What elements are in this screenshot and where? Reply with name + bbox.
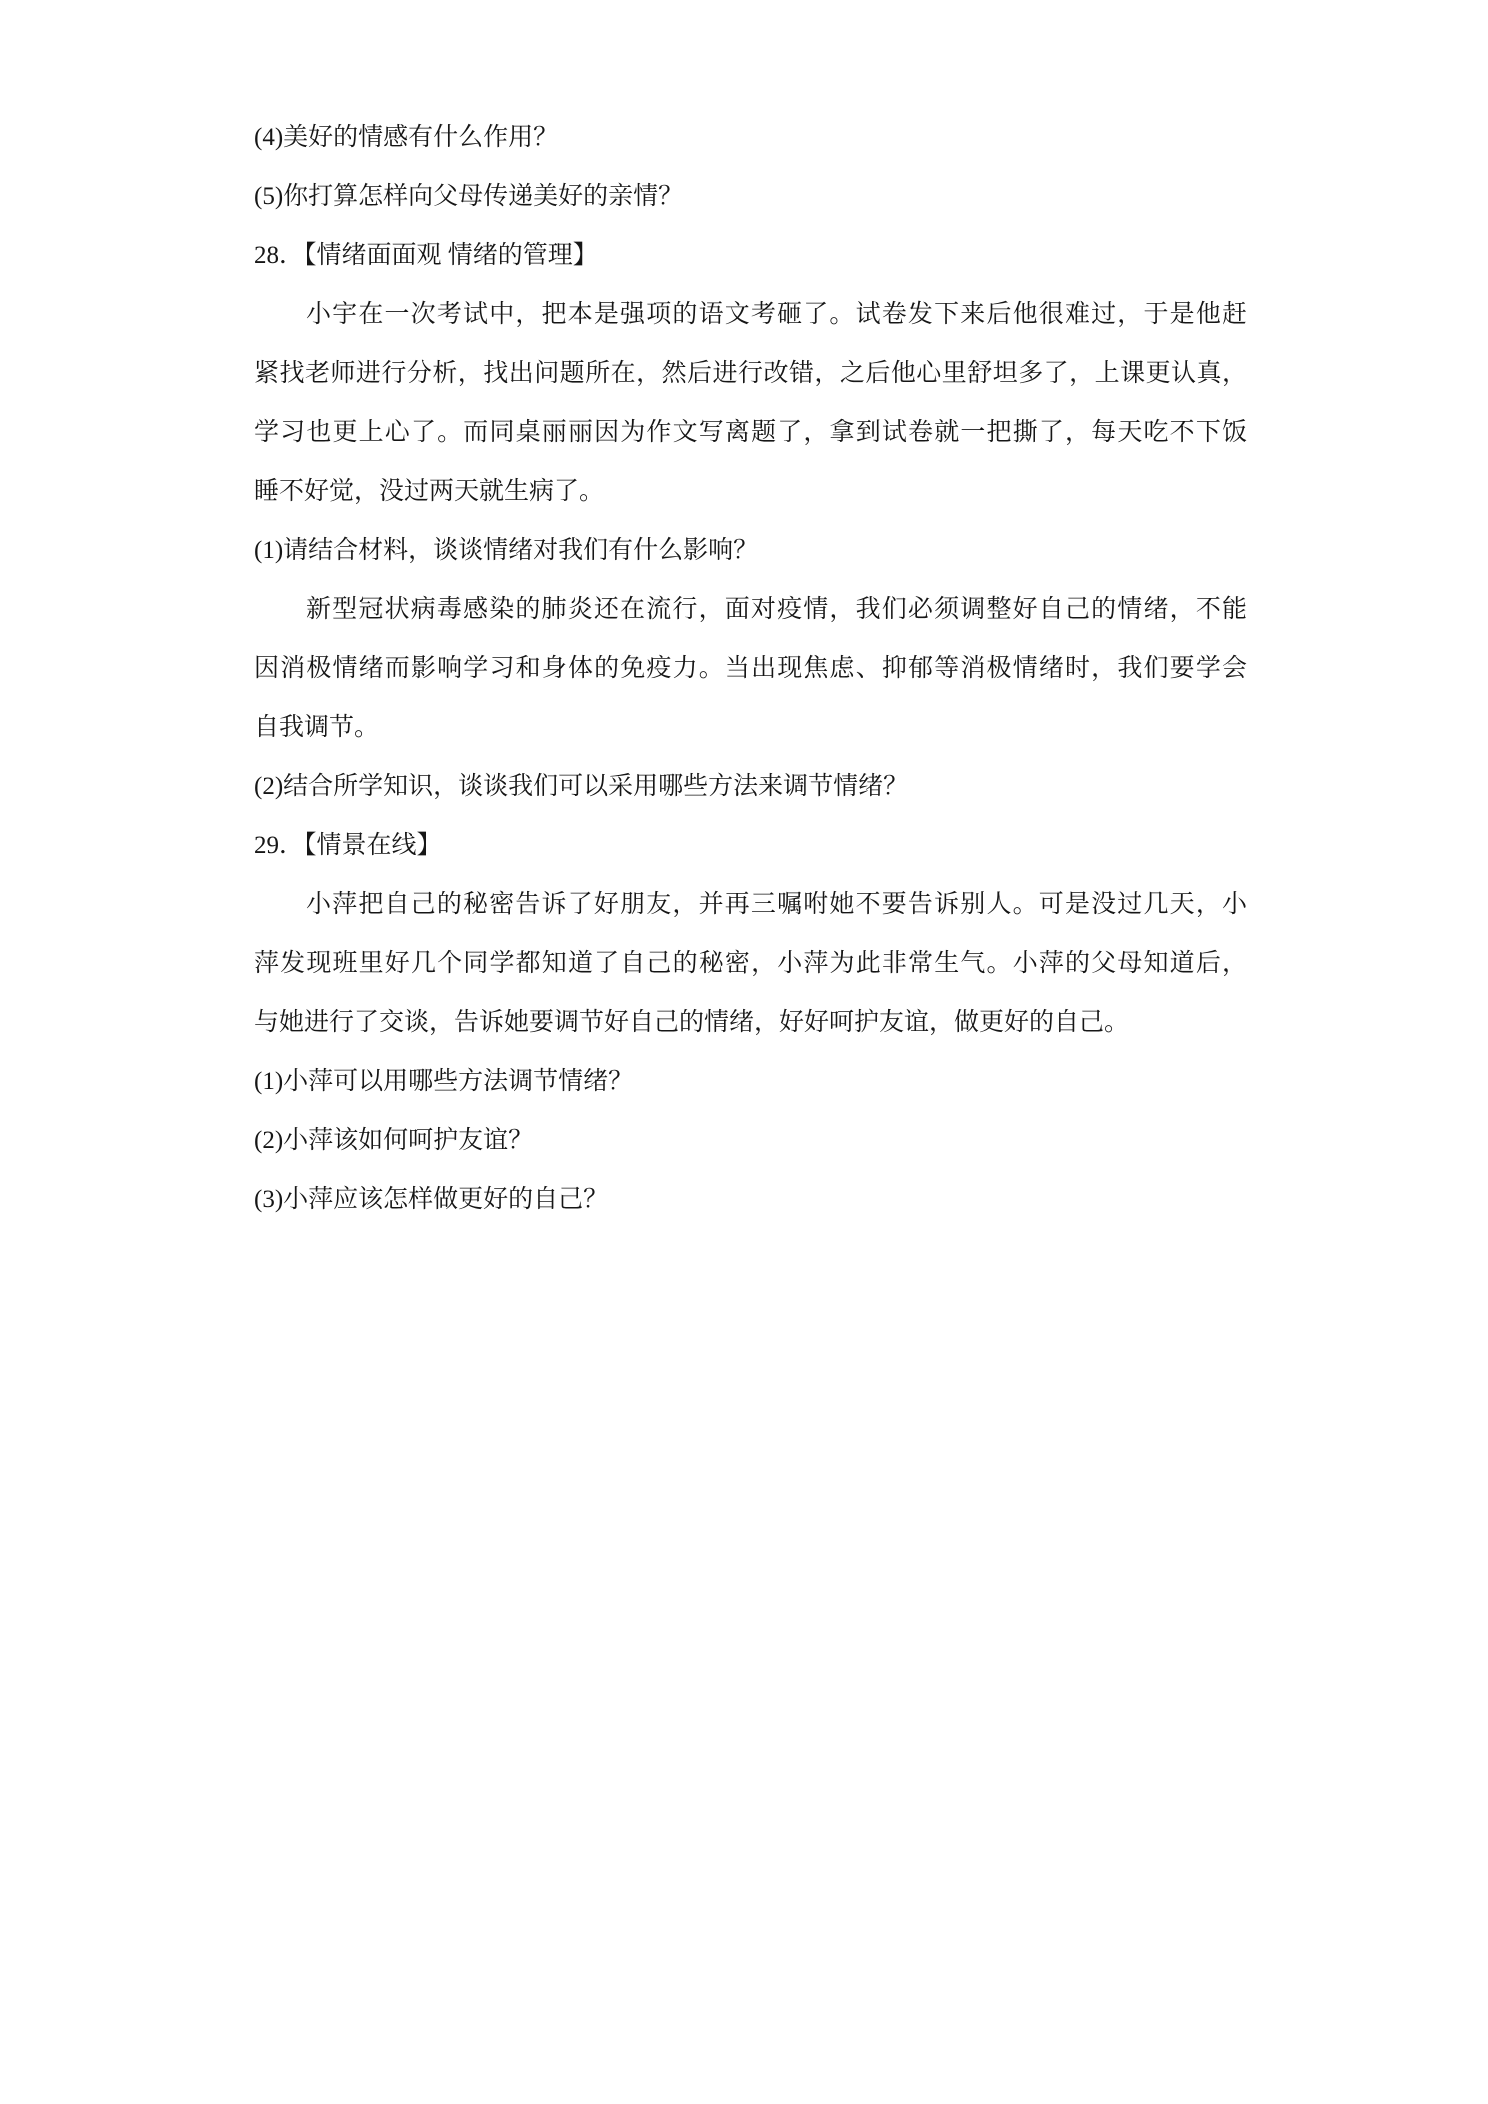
sub-question: (3)小萍应该怎样做更好的自己？: [254, 1186, 609, 1213]
material-line: 新型冠状病毒感染的肺炎还在流行，面对疫情，我们必须调整好自己的情绪，不能: [306, 596, 1247, 623]
material-line: 与她进行了交谈，告诉她要调节好自己的情绪，好好呵护友谊，做更好的自己。: [254, 1009, 1130, 1036]
material-line: 因消极情绪而影响学习和身体的免疫力。当出现焦虑、抑郁等消极情绪时，我们要学会: [254, 655, 1247, 682]
page-content: [254, 108, 1247, 1229]
question-heading: 28．【情绪面面观 情绪的管理】: [254, 242, 598, 269]
material-paragraph: [254, 580, 1247, 757]
material-line: 紧找老师进行分析，找出问题所在，然后进行改错，之后他心里舒坦多了，上课更认真，: [254, 360, 1247, 387]
material-line: 自我调节。: [254, 714, 380, 741]
material-line: 小萍把自己的秘密告诉了好朋友，并再三嘱咐她不要告诉别人。可是没过几天，小: [306, 891, 1247, 918]
material-paragraph: [254, 875, 1247, 1052]
sub-question: (4)美好的情感有什么作用？: [254, 124, 559, 151]
sub-question: (1)小萍可以用哪些方法调节情绪？: [254, 1068, 634, 1095]
material-paragraph: [254, 285, 1247, 521]
material-line: 学习也更上心了。而同桌丽丽因为作文写离题了，拿到试卷就一把撕了，每天吃不下饭: [254, 419, 1247, 446]
material-line: 小宇在一次考试中，把本是强项的语文考砸了。试卷发下来后他很难过，于是他赶: [306, 301, 1247, 328]
material-line: 睡不好觉，没过两天就生病了。: [254, 478, 605, 505]
question-heading: 29．【情景在线】: [254, 832, 442, 859]
sub-question: (1)请结合材料，谈谈情绪对我们有什么影响？: [254, 537, 759, 564]
sub-question: (5)你打算怎样向父母传递美好的亲情？: [254, 183, 684, 210]
material-line: 萍发现班里好几个同学都知道了自己的秘密，小萍为此非常生气。小萍的父母知道后，: [254, 950, 1247, 977]
sub-question: (2)结合所学知识，谈谈我们可以采用哪些方法来调节情绪？: [254, 773, 909, 800]
sub-question: (2)小萍该如何呵护友谊？: [254, 1127, 534, 1154]
